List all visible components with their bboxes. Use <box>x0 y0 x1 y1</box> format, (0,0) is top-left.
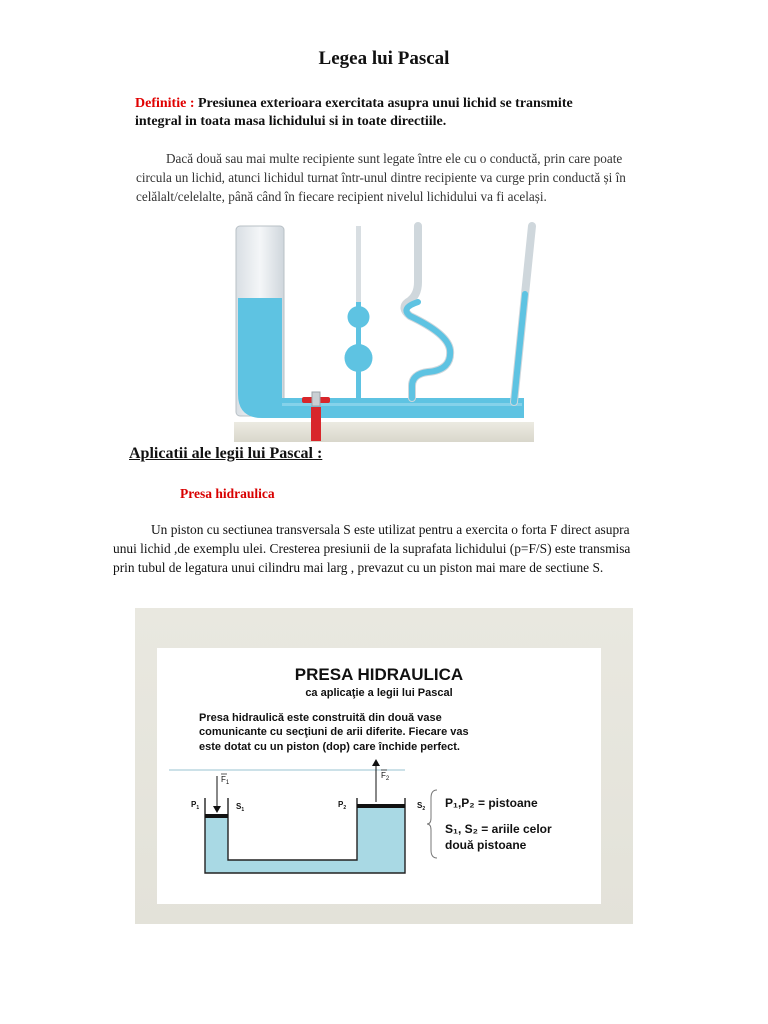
valve <box>311 407 321 441</box>
communicating-vessels-figure <box>232 222 538 444</box>
piston-large <box>357 804 405 808</box>
legend-areas: S₁, S₂ = ariile celor <box>445 822 552 836</box>
press-line1: Presa hidraulică este construită din două vase <box>199 712 442 724</box>
section-heading: Aplicatii ale legii lui Pascal : <box>129 445 323 462</box>
page-title: Legea lui Pascal <box>318 48 450 69</box>
subheading: Presa hidraulica <box>180 486 275 501</box>
paragraph-hydraulic-press: Un piston cu sectiunea transversala S este utilizat pentru a exercita o forta F direct asupra unui lichid ,de exemplu ulei. Cresterea presiunii de la suprafata lichidului (p=F/S) este transmisa prin tubul de legatura unui cilindru mai larg , prevazut cu un piston mai mare de sectiune S. <box>113 522 631 575</box>
label-p1: $P_1$ <box>191 800 200 811</box>
label-s1: $S_1$ <box>236 802 245 813</box>
label-s2: $S_2$ <box>417 801 426 812</box>
definition-label: Definitie : <box>135 96 195 111</box>
legend-areas-2: două pistoane <box>445 838 527 852</box>
press-line3: este dotat cu un piston (dop) care închide perfect. <box>199 741 460 753</box>
label-f1: $F_1$ <box>221 775 230 786</box>
label-p2: $P_2$ <box>338 800 347 811</box>
legend-pistons: P₁,P₂ = pistoane <box>445 796 538 810</box>
water-body <box>238 298 524 418</box>
wavy-tube <box>406 302 450 398</box>
bulb-lower <box>345 344 373 372</box>
hydraulic-press-figure <box>135 608 633 924</box>
press-line2: comunicante cu secţiuni de arii diferite. Fiecare vas <box>199 726 469 738</box>
bulb-upper <box>348 306 370 328</box>
paragraph-communicating-vessels: Dacă două sau mai multe recipiente sunt legate între ele cu o conductă, prin care poate circula un lichid, atunci lichidul turnat într-unul dintre recipiente va curge prin conductă și în celălalt/celelalte, până când în fiecare recipient nivelul lichidului va fi același. <box>136 151 626 204</box>
piston-small <box>205 814 228 818</box>
base-board <box>234 422 534 442</box>
press-heading: PRESA HIDRAULICA <box>294 665 464 684</box>
press-subtitle: ca aplicaţie a legii lui Pascal <box>305 687 453 699</box>
definition <box>135 95 615 131</box>
definition-text: Presiunea exterioara exercitata asupra unui lichid se transmite integral in toata masa lichidului si in toate directiile. <box>135 96 573 129</box>
label-f2: $F_2$ <box>381 771 390 782</box>
